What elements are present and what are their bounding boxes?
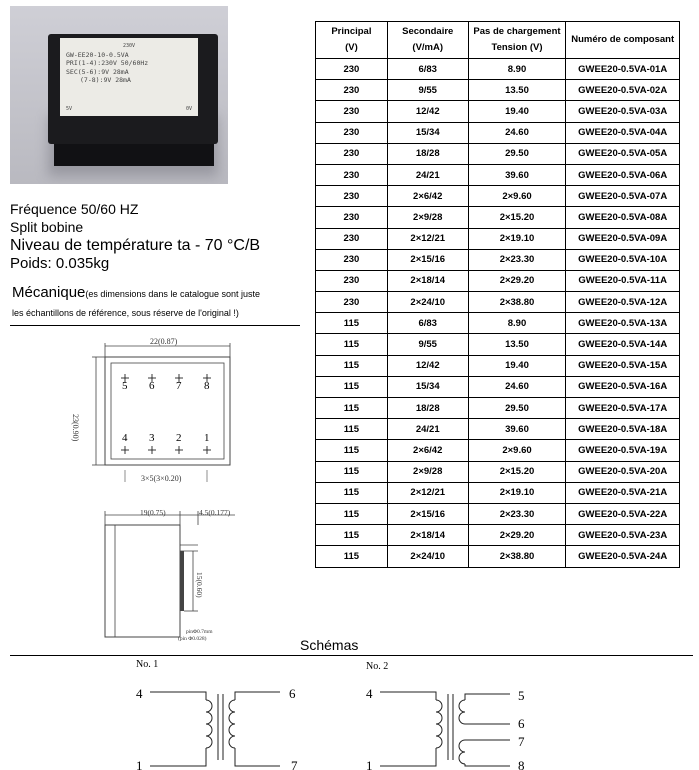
table-row [316, 461, 680, 482]
cell-secondaire: 2×15/16 [387, 249, 468, 270]
cell-secondaire: 18/28 [387, 398, 468, 419]
cell-numero: GWEE20-0.5VA-11A [566, 270, 680, 291]
cell-numero: GWEE20-0.5VA-17A [566, 398, 680, 419]
label-pin-left: 5V [66, 105, 73, 112]
label-line-1: GW-EE20-10-0.5VA [66, 50, 129, 59]
cell-principal: 230 [316, 122, 388, 143]
schema-no1-terminal-4: 4 [136, 686, 143, 701]
schema-no1-terminal-1: 1 [136, 758, 143, 770]
cell-secondaire: 15/34 [387, 376, 468, 397]
cell-principal: 115 [316, 398, 388, 419]
cell-numero: GWEE20-0.5VA-18A [566, 419, 680, 440]
spec-table-body [316, 59, 680, 568]
table-row [316, 482, 680, 503]
side-view-drawing [95, 505, 255, 645]
cell-tension: 2×29.20 [468, 525, 566, 546]
cell-tension: 19.40 [468, 101, 566, 122]
cell-secondaire: 2×24/10 [387, 292, 468, 313]
cell-tension: 2×9.60 [468, 186, 566, 207]
mecanique-note-2: les échantillons de référence, sous réserve de l'original !) [12, 308, 239, 318]
pin-6: 6 [149, 380, 155, 392]
schema-no2-terminal-7: 7 [518, 734, 525, 749]
schema-no1-label: No. 1 [136, 659, 159, 670]
table-row [316, 143, 680, 164]
mecanique-section [12, 284, 302, 318]
cell-numero: GWEE20-0.5VA-21A [566, 482, 680, 503]
cell-numero: GWEE20-0.5VA-22A [566, 503, 680, 524]
cell-secondaire: 2×18/14 [387, 270, 468, 291]
top-pitch-label: 3×5(3×0.20) [141, 474, 182, 483]
cell-secondaire: 2×6/42 [387, 440, 468, 461]
cell-tension: 2×15.20 [468, 461, 566, 482]
cell-principal: 230 [316, 59, 388, 80]
cell-principal: 115 [316, 482, 388, 503]
schema-no1-diagram [140, 682, 310, 770]
cell-tension: 2×19.10 [468, 482, 566, 503]
table-row [316, 398, 680, 419]
schema-no1-terminal-6: 6 [289, 686, 296, 701]
cell-tension: 39.60 [468, 419, 566, 440]
cell-numero: GWEE20-0.5VA-01A [566, 59, 680, 80]
table-row [316, 186, 680, 207]
pin-5: 5 [122, 380, 128, 392]
cell-tension: 2×15.20 [468, 207, 566, 228]
schema-no1-terminal-7: 7 [291, 758, 298, 770]
cell-numero: GWEE20-0.5VA-08A [566, 207, 680, 228]
side-height-label: 15(0.60) [195, 572, 204, 598]
schema-no2-terminal-4: 4 [366, 686, 373, 701]
spec-poids: Poids: 0.035kg [10, 255, 110, 272]
cell-secondaire: 12/42 [387, 101, 468, 122]
cell-tension: 2×19.10 [468, 228, 566, 249]
product-photo [10, 6, 228, 184]
cell-tension: 8.90 [468, 59, 566, 80]
spec-table-head [316, 22, 680, 59]
cell-secondaire: 2×24/10 [387, 546, 468, 567]
table-row [316, 101, 680, 122]
table-row [316, 207, 680, 228]
table-row [316, 376, 680, 397]
cell-numero: GWEE20-0.5VA-19A [566, 440, 680, 461]
cell-tension: 2×29.20 [468, 270, 566, 291]
schemas-title: Schémas [300, 637, 359, 653]
table-row [316, 249, 680, 270]
cell-principal: 230 [316, 270, 388, 291]
cell-secondaire: 24/21 [387, 164, 468, 185]
side-depth-label: 19(0.75) [140, 508, 166, 517]
header-pas-de-chargement: Pas de chargement Tension (V) [468, 22, 566, 59]
cell-principal: 230 [316, 228, 388, 249]
cell-principal: 230 [316, 207, 388, 228]
cell-principal: 115 [316, 376, 388, 397]
header-numero-composant: Numéro de composant [566, 22, 680, 59]
label-pin-right: 0V [185, 105, 192, 112]
cell-principal: 115 [316, 313, 388, 334]
cell-secondaire: 18/28 [387, 143, 468, 164]
table-row [316, 228, 680, 249]
cell-tension: 2×9.60 [468, 440, 566, 461]
cell-tension: 24.60 [468, 122, 566, 143]
cell-tension: 13.50 [468, 334, 566, 355]
table-row [316, 292, 680, 313]
cell-secondaire: 2×12/21 [387, 482, 468, 503]
schema-no2-terminal-5: 5 [518, 688, 525, 703]
cell-numero: GWEE20-0.5VA-20A [566, 461, 680, 482]
schemas-divider [10, 655, 693, 656]
cell-secondaire: 2×9/28 [387, 461, 468, 482]
cell-secondaire: 9/55 [387, 80, 468, 101]
cell-numero: GWEE20-0.5VA-16A [566, 376, 680, 397]
label-line-3: SEC(5-6):9V 28mA [66, 67, 129, 76]
cell-secondaire: 2×9/28 [387, 207, 468, 228]
mecanique-note: (es dimensions dans le catalogue sont juste [85, 289, 260, 299]
cell-principal: 230 [316, 164, 388, 185]
cell-secondaire: 9/55 [387, 334, 468, 355]
cell-secondaire: 24/21 [387, 419, 468, 440]
cell-principal: 230 [316, 292, 388, 313]
cell-secondaire: 6/83 [387, 313, 468, 334]
cell-principal: 230 [316, 186, 388, 207]
mecanique-divider [10, 325, 300, 326]
top-view-drawing [70, 330, 260, 490]
cell-numero: GWEE20-0.5VA-12A [566, 292, 680, 313]
cell-principal: 230 [316, 80, 388, 101]
cell-principal: 115 [316, 440, 388, 461]
spec-table [315, 21, 680, 568]
table-row [316, 503, 680, 524]
cell-tension: 13.50 [468, 80, 566, 101]
spec-frequence: Fréquence 50/60 HZ [10, 201, 139, 217]
cell-numero: GWEE20-0.5VA-06A [566, 164, 680, 185]
cell-tension: 2×38.80 [468, 292, 566, 313]
schema-no2-diagram [370, 682, 530, 770]
schema-no2-terminal-6: 6 [518, 716, 525, 731]
cell-numero: GWEE20-0.5VA-09A [566, 228, 680, 249]
table-row [316, 270, 680, 291]
table-row [316, 355, 680, 376]
table-row [316, 164, 680, 185]
cell-numero: GWEE20-0.5VA-05A [566, 143, 680, 164]
cell-principal: 115 [316, 334, 388, 355]
table-row [316, 313, 680, 334]
cell-tension: 29.50 [468, 143, 566, 164]
cell-numero: GWEE20-0.5VA-04A [566, 122, 680, 143]
table-row [316, 80, 680, 101]
cell-numero: GWEE20-0.5VA-13A [566, 313, 680, 334]
spec-bobine: Split bobine [10, 219, 84, 235]
label-line-4: (7-8):9V 28mA [80, 76, 131, 84]
cell-numero: GWEE20-0.5VA-14A [566, 334, 680, 355]
cell-secondaire: 12/42 [387, 355, 468, 376]
top-width-label: 22(0.87) [150, 337, 178, 346]
cell-principal: 230 [316, 101, 388, 122]
cell-secondaire: 6/83 [387, 59, 468, 80]
table-row [316, 440, 680, 461]
cell-numero: GWEE20-0.5VA-07A [566, 186, 680, 207]
cell-tension: 8.90 [468, 313, 566, 334]
cell-numero: GWEE20-0.5VA-15A [566, 355, 680, 376]
side-pin-label-2: (pin Φ0.028) [178, 636, 207, 642]
cell-principal: 230 [316, 143, 388, 164]
schema-no2-label: No. 2 [366, 661, 389, 672]
cell-principal: 115 [316, 546, 388, 567]
cell-numero: GWEE20-0.5VA-24A [566, 546, 680, 567]
cell-secondaire: 2×6/42 [387, 186, 468, 207]
pin-8: 8 [204, 380, 210, 392]
cell-tension: 2×23.30 [468, 249, 566, 270]
pin-2: 2 [176, 432, 182, 444]
spec-temperature: Niveau de température ta - 70 °C/B [10, 237, 261, 254]
pin-7: 7 [176, 380, 182, 392]
cell-principal: 115 [316, 461, 388, 482]
pin-4: 4 [122, 432, 128, 444]
cell-numero: GWEE20-0.5VA-10A [566, 249, 680, 270]
header-principal: Principal (V) [316, 22, 388, 59]
label-header: 230V [122, 43, 136, 49]
label-line-2: PRI(1-4):230V 50/60Hz [66, 59, 149, 67]
cell-secondaire: 2×15/16 [387, 503, 468, 524]
cell-numero: GWEE20-0.5VA-02A [566, 80, 680, 101]
cell-numero: GWEE20-0.5VA-23A [566, 525, 680, 546]
side-offset-label: 4.5(0.177) [199, 508, 231, 517]
mecanique-title: Mécanique [12, 284, 86, 301]
table-row [316, 334, 680, 355]
cell-principal: 115 [316, 503, 388, 524]
cell-principal: 230 [316, 249, 388, 270]
cell-secondaire: 2×12/21 [387, 228, 468, 249]
cell-tension: 2×38.80 [468, 546, 566, 567]
table-row [316, 122, 680, 143]
cell-tension: 24.60 [468, 376, 566, 397]
table-row [316, 525, 680, 546]
cell-tension: 19.40 [468, 355, 566, 376]
table-row [316, 419, 680, 440]
cell-secondaire: 15/34 [387, 122, 468, 143]
specs-block [10, 200, 260, 273]
table-row [316, 546, 680, 567]
cell-tension: 2×23.30 [468, 503, 566, 524]
cell-tension: 29.50 [468, 398, 566, 419]
cell-numero: GWEE20-0.5VA-03A [566, 101, 680, 122]
cell-secondaire: 2×18/14 [387, 525, 468, 546]
transformer-label [60, 38, 198, 116]
side-pin-label-1: pinΦ0.7mm [186, 629, 213, 635]
cell-principal: 115 [316, 419, 388, 440]
header-secondaire: Secondaire (V/mA) [387, 22, 468, 59]
pin-3: 3 [149, 432, 155, 444]
table-row [316, 59, 680, 80]
cell-principal: 115 [316, 355, 388, 376]
schema-no2-terminal-1: 1 [366, 758, 373, 770]
pin-1: 1 [204, 432, 210, 444]
cell-tension: 39.60 [468, 164, 566, 185]
schema-no2-terminal-8: 8 [518, 758, 525, 770]
cell-principal: 115 [316, 525, 388, 546]
top-height-label: 23(0.90) [71, 414, 80, 442]
